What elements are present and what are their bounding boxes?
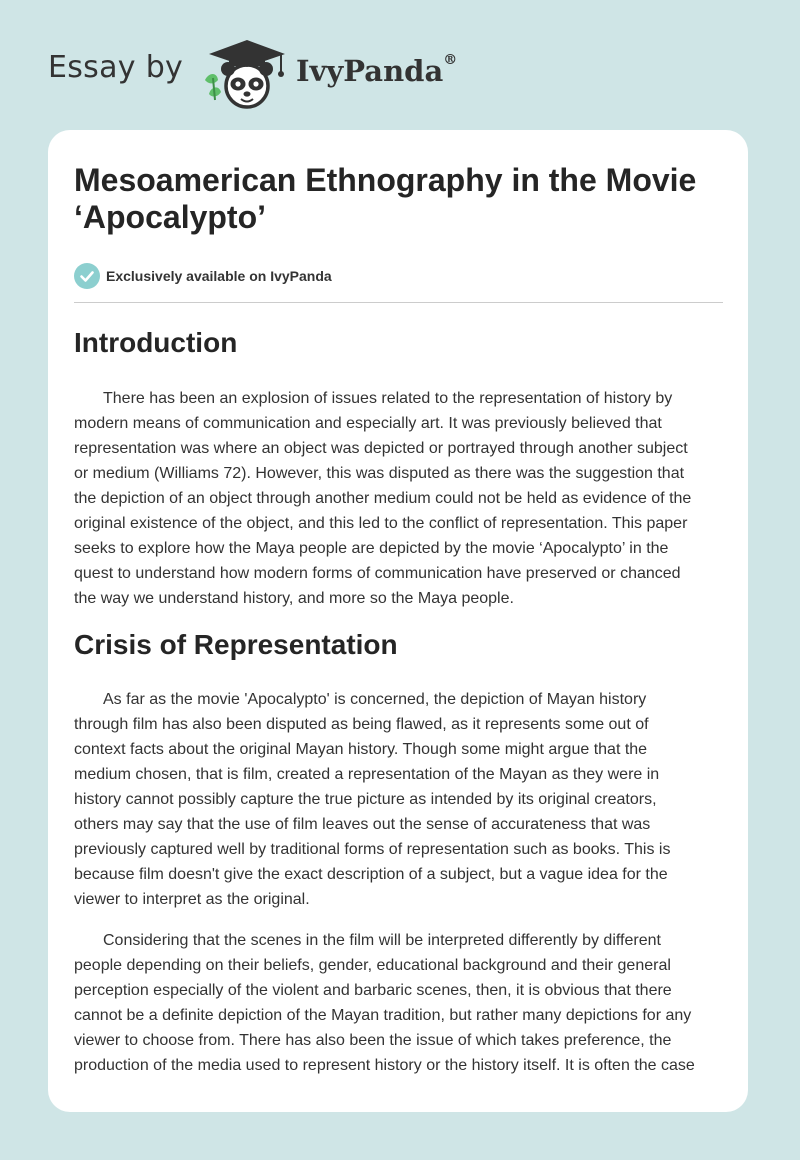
- text-line: viewer to interpret as the original.: [74, 891, 310, 908]
- text-line: Considering that the scenes in the film will be interpreted differently by different: [103, 932, 661, 949]
- text-line: the way we understand history, and more so the Maya people.: [74, 590, 514, 607]
- text-line: medium chosen, that is film, created a representation of the Mayan as they were in: [74, 766, 660, 783]
- check-circle-icon: [74, 263, 100, 289]
- text-line: history cannot possibly capture the true picture as intended by its original creators,: [74, 791, 657, 808]
- essay-title: Mesoamerican Ethnography in the Movie ‘Apocalypto’: [74, 162, 697, 235]
- text-line: through film has also been disputed as being flawed, as it represents some out of: [74, 716, 649, 733]
- text-line: people depending on their beliefs, gender, educational background and their general: [74, 957, 671, 974]
- registered-mark: ®: [443, 52, 458, 69]
- text-line: There has been an explosion of issues related to the representation of history by: [103, 390, 673, 407]
- section-heading-crisis: Crisis of Representation: [74, 629, 398, 660]
- title-divider: [74, 302, 723, 303]
- paragraph-crisis-1: [74, 687, 734, 912]
- essay-by-label: Essay by: [48, 50, 184, 85]
- text-line: because film doesn't give the exact description of a subject, but a vague idea for the: [74, 866, 668, 883]
- text-line: original existence of the object, and this led to the conflict of representation. This paper: [74, 515, 688, 532]
- text-line: representation was where an object was depicted or portrayed through another subject: [74, 440, 688, 457]
- paragraph-crisis-2: [74, 928, 734, 1078]
- text-line: seeks to explore how the Maya people are depicted by the movie ‘Apocalypto’ in the: [74, 540, 669, 557]
- panda-graduate-logo-icon[interactable]: [201, 34, 289, 110]
- text-line: cannot be a definite depiction of the Mayan tradition, but rather many depictions for any: [74, 1007, 692, 1024]
- text-line: the depiction of an object through another medium could not be held as evidence of the: [74, 490, 692, 507]
- availability-text: Exclusively available on IvyPanda: [106, 268, 332, 284]
- text-line: As far as the movie 'Apocalypto' is concerned, the depiction of Mayan history: [103, 691, 647, 708]
- text-line: previously captured well by traditional forms of representation such as books. This is: [74, 841, 671, 858]
- site-header: [48, 34, 488, 110]
- section-heading-introduction: Introduction: [74, 327, 238, 358]
- text-line: others may say that the use of film leaves out the sense of accurateness that was: [74, 816, 651, 833]
- text-line: modern means of communication and especially art. It was previously believed that: [74, 415, 662, 432]
- essay-card: [48, 130, 748, 1112]
- availability-badge: [74, 263, 332, 289]
- text-line: perception especially of the violent and barbaric scenes, then, it is obvious that there: [74, 982, 672, 999]
- paragraph-introduction: [74, 386, 734, 611]
- text-line: production of the media used to represent history or the history itself. It is often the case: [74, 1057, 695, 1074]
- text-line: quest to understand how modern forms of communication have preserved or chanced: [74, 565, 681, 582]
- text-line: or medium (Williams 72). However, this was disputed as there was the suggestion that: [74, 465, 685, 482]
- text-line: context facts about the original Mayan history. Though some might argue that the: [74, 741, 648, 758]
- brand-name: IvyPanda®: [296, 52, 458, 88]
- text-line: viewer to choose from. There has also been the issue of which takes preference, the: [74, 1032, 672, 1049]
